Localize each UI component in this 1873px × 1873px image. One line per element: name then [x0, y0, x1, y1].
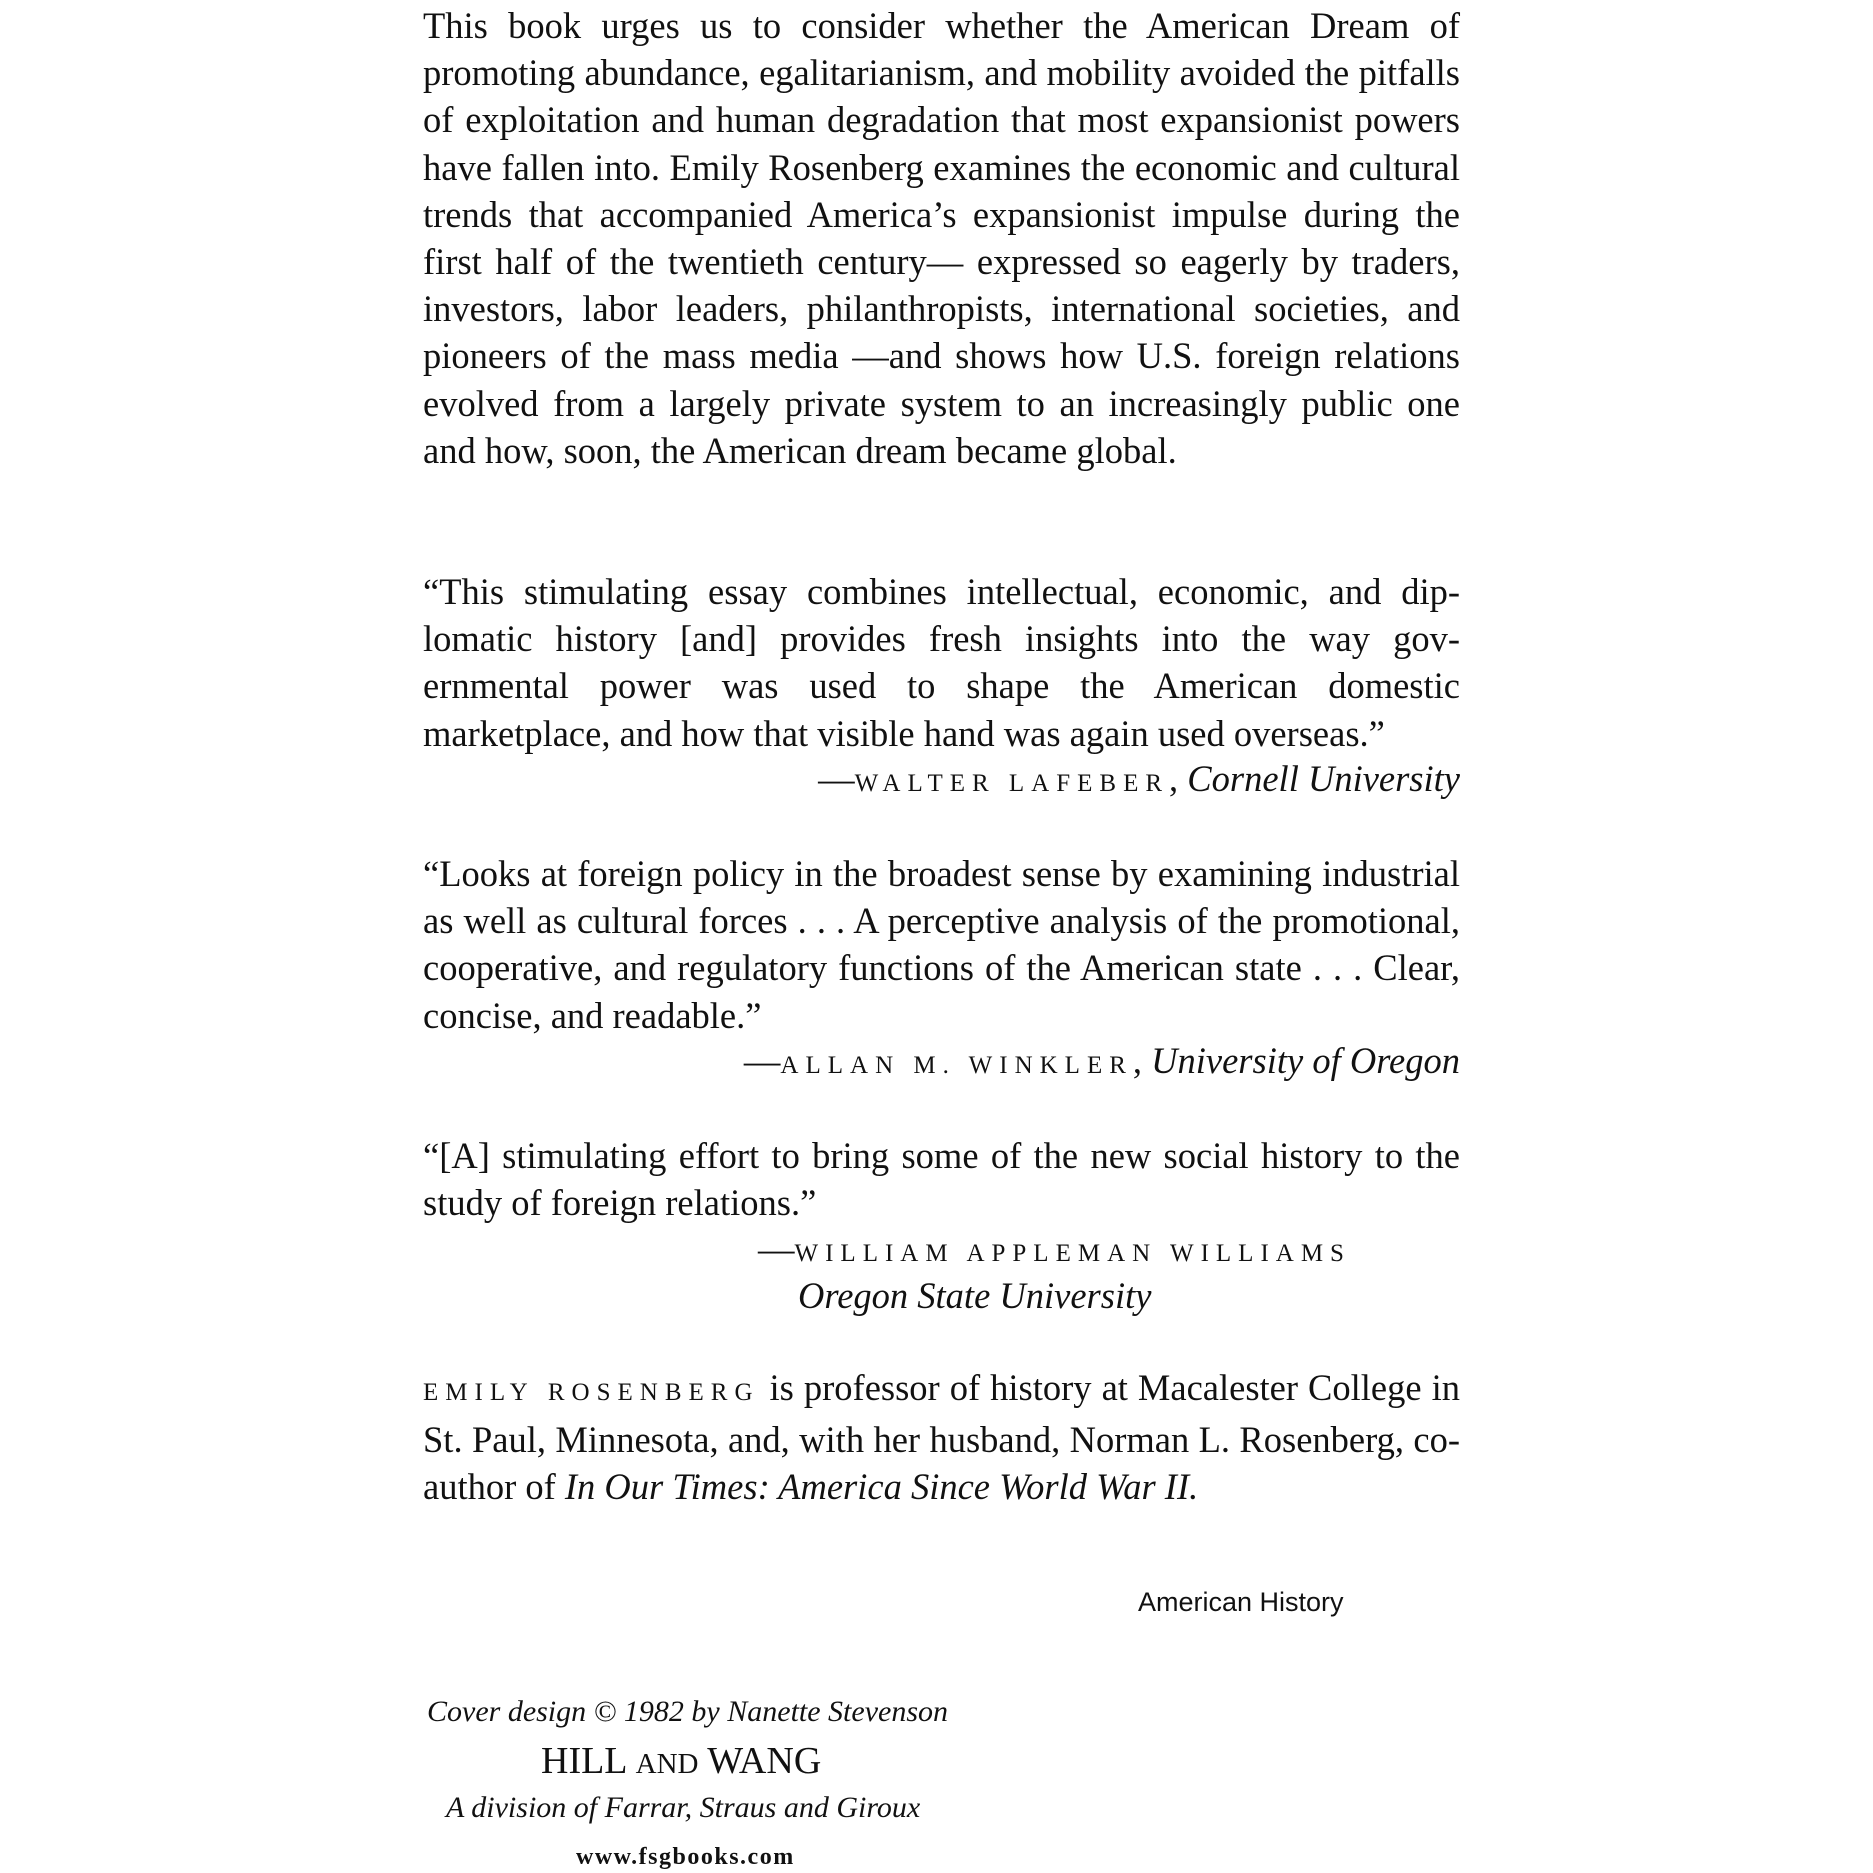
- review-2: [423, 850, 1460, 1039]
- reviewer-name: ALLAN M. WINKLER: [780, 1052, 1133, 1079]
- reviewer-name: WILLIAM APPLEMAN WILLIAMS: [794, 1240, 1351, 1267]
- review-attribution: [744, 1037, 1460, 1089]
- reviewer-affiliation: University of Oregon: [1151, 1040, 1460, 1081]
- publisher-name-part: WANG: [698, 1740, 822, 1782]
- author-book-title: In Our Times: America Since World War II.: [564, 1466, 1199, 1508]
- review-quote: “[A] stimulating effort to bring some of the new social history to the study of foreign relations.”: [423, 1135, 1460, 1224]
- attribution-dash: —: [818, 758, 855, 799]
- description-text: This book urges us to consider whether the American Dream of promoting abundance, egalitarianism, and mobility avoided the pitfalls of exploitation and human degradation that most expansionist powers have fallen into. Emily Rosenberg examines the economic and cultural trends that accompanied America’s expansionist impulse during the first half of the twentieth century— expressed so eagerly by traders, investors, labor leaders, philanthropists, international societies, and pioneers of the mass media —and shows how U.S. foreign relations evolved from a largely private system to an increasingly public one and how, soon, the American dream became global.: [423, 5, 1460, 471]
- author-bio-body: is professor of history at Macalester College in St. Paul, Minnesota, and, with her husband, Norman L. Rosenberg, co-author of: [423, 1367, 1460, 1508]
- attribution-dash: —: [743, 1040, 781, 1081]
- review-quote: “Looks at foreign policy in the broadest sense by examining industrial as well as cultural forces . . . A perceptive analysis of the promotional, cooperative, and regulatory functions of the American state . . . Clear, concise, and readable.”: [423, 853, 1460, 1036]
- publisher-name: [541, 1738, 821, 1787]
- reviewer-affiliation: Oregon State University: [798, 1275, 1152, 1316]
- author-name: EMILY ROSENBERG: [423, 1379, 760, 1406]
- attribution-separator: ,: [1169, 758, 1188, 799]
- review-3: [423, 1132, 1460, 1226]
- review-attribution: [758, 1225, 1351, 1277]
- category-label: American History: [1138, 1587, 1344, 1617]
- review-1: [423, 568, 1460, 757]
- publisher-name-part: HILL: [541, 1740, 636, 1782]
- attribution-dash: —: [758, 1228, 795, 1269]
- reviewer-affiliation: Cornell University: [1187, 758, 1460, 799]
- attribution-separator: ,: [1132, 1040, 1152, 1081]
- review-attribution: [818, 755, 1460, 807]
- reviewer-name: WALTER LAFEBER: [854, 770, 1170, 797]
- cover-design-credit: Cover design © 1982 by Nanette Stevenson: [427, 1695, 949, 1728]
- author-bio: [423, 1364, 1460, 1511]
- publisher-url: www.fsgbooks.com: [576, 1844, 795, 1870]
- publisher-division: A division of Farrar, Straus and Giroux: [446, 1791, 921, 1824]
- publisher-name-and: AND: [635, 1748, 699, 1780]
- author-bio-text: [423, 1364, 1460, 1511]
- book-description: [423, 2, 1460, 474]
- review-quote: “This stimulating essay combines intellectual, economic, and diplomatic history [and] provides fresh insights into the way governmental power was used to shape the American domestic marketplace, and how that visible hand was again used overseas.”: [423, 571, 1460, 754]
